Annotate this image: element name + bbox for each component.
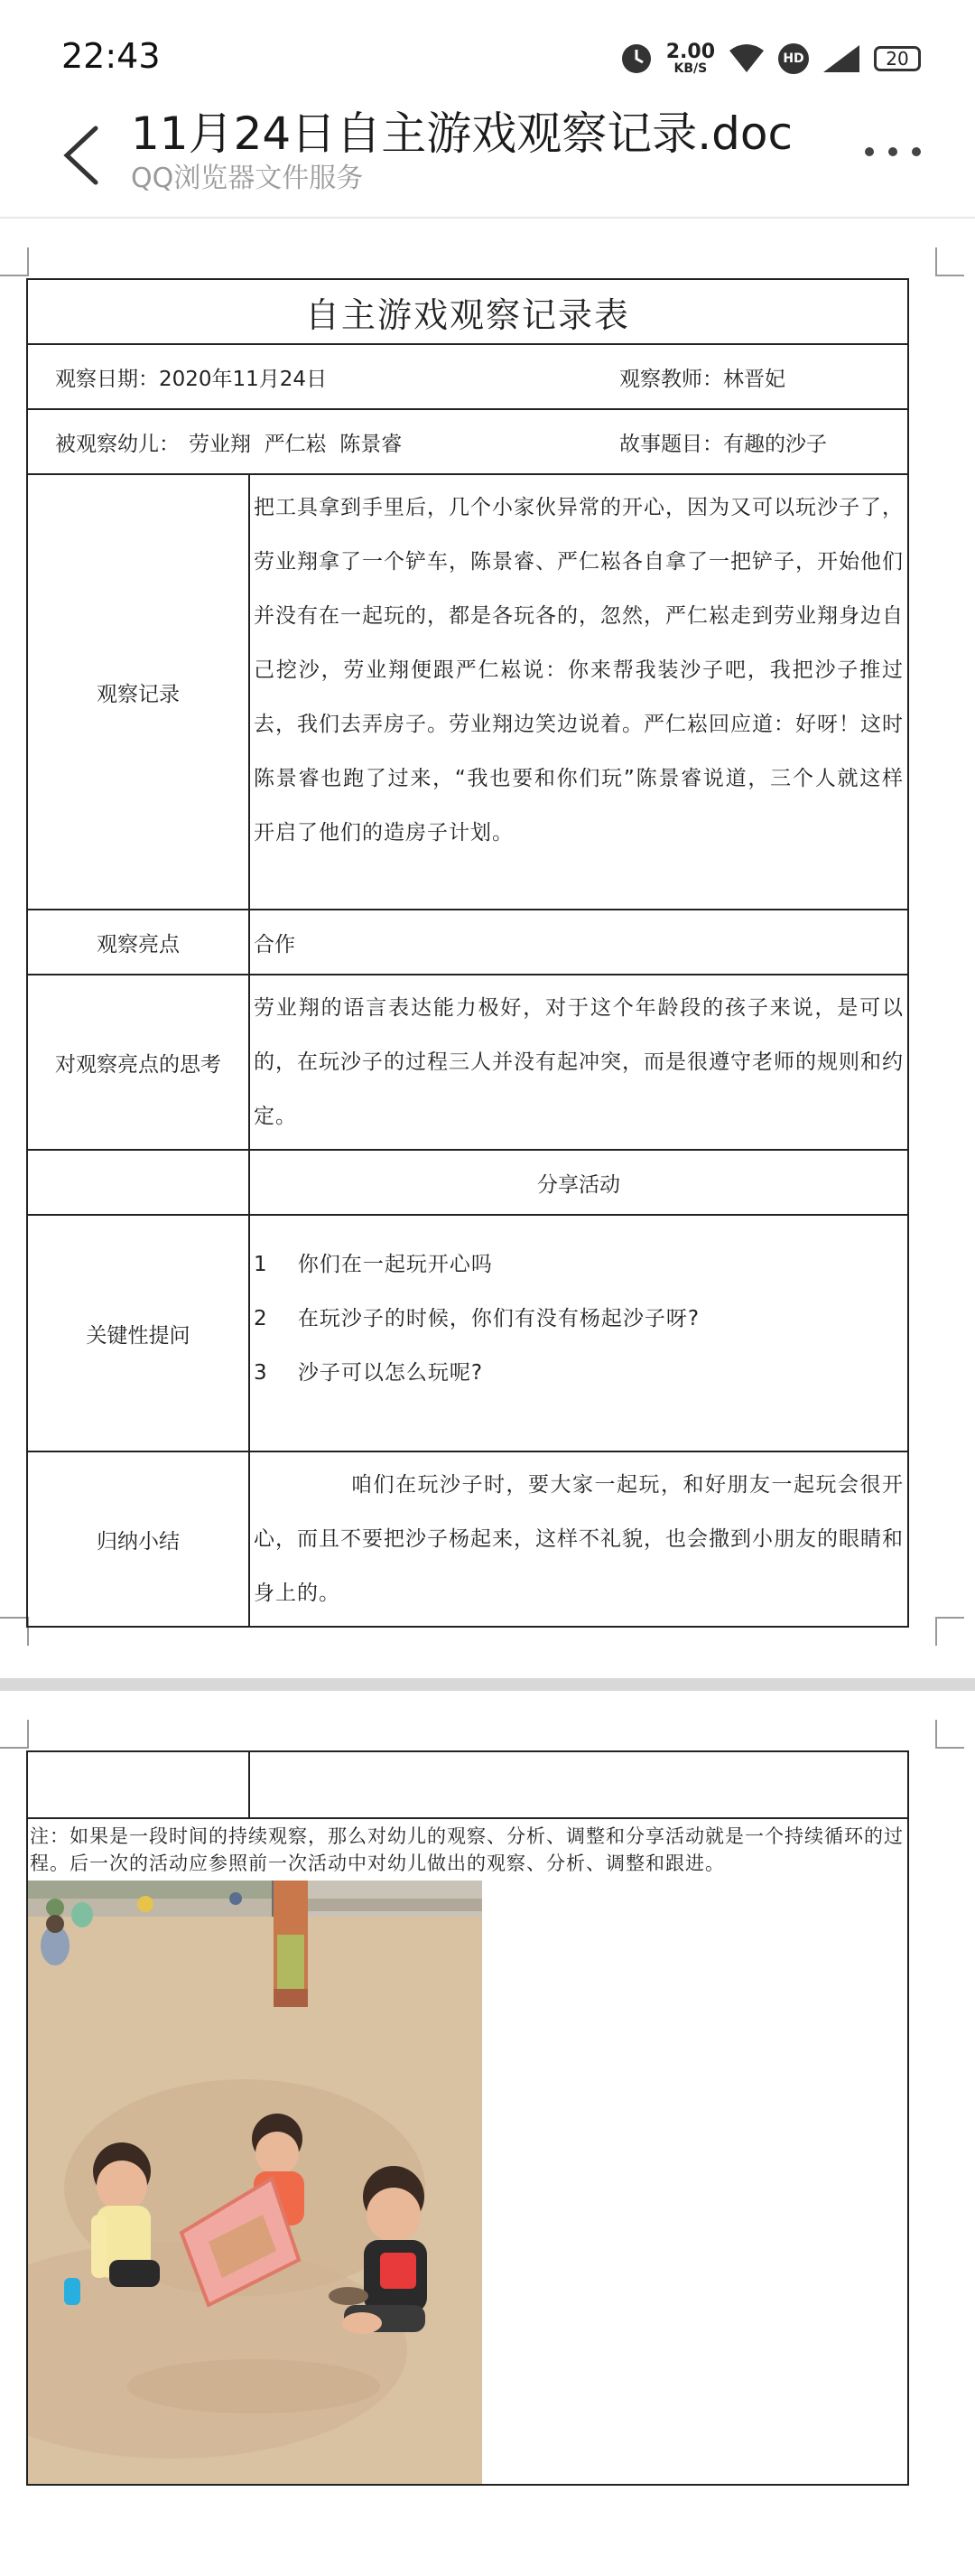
clock: 22:43 (61, 36, 161, 76)
hd-icon: HD (778, 43, 809, 74)
reflection-label: 对观察亮点的思考 (27, 975, 249, 1150)
child-row (27, 409, 908, 474)
status-bar (0, 0, 975, 90)
observation-table (26, 278, 909, 1628)
highlight-value: 合作 (249, 910, 908, 975)
sandpit-photo (28, 1881, 482, 2484)
status-icons (619, 36, 921, 81)
empty-cell (27, 1751, 249, 1818)
back-arrow-icon[interactable] (56, 125, 110, 186)
questions-label: 关键性提问 (27, 1215, 249, 1451)
topic-value: 有趣的沙子 (723, 432, 827, 456)
child-value: 劳业翔 严仁崧 陈景睿 (189, 432, 403, 456)
sandpit-photo-image (28, 1881, 482, 2484)
share-label: 分享活动 (249, 1150, 908, 1215)
network-speed: 2.00 KB/S (665, 41, 715, 76)
page-corner-mark (935, 1720, 964, 1749)
battery-icon: 20 (874, 46, 921, 71)
record-text: 把工具拿到手里后，几个小家伙异常的开心，因为又可以玩沙子了，劳业翔拿了一个铲车，陈景睿、严仁崧各自拿了一把铲子，开始他们并没有在一起玩的，都是各玩各的，忽然，严仁崧走到劳业翔身边自己挖沙，劳业翔便跟严仁崧说：你来帮我装沙子吧，我把沙子推过去，我们去弄房子。劳业翔边笑边说着。严仁崧回应道：好呀！这时陈景睿也跑了过来，“我也要和你们玩”陈景睿说道，三个人就这样开启了他们的造房子计划。 (249, 474, 908, 910)
wifi-icon (728, 43, 766, 74)
page-corner-mark (0, 1720, 29, 1749)
note-text: 注：如果是一段时间的持续观察，那么对幼儿的观察、分析、调整和分享活动就是一个持续循环的过程。后一次的活动应参照前一次活动中对幼儿做出的观察、分析、调整和跟进。 (30, 1825, 904, 1874)
share-empty-cell (27, 1150, 249, 1215)
document-page-2 (0, 1691, 975, 2576)
questions-list (249, 1215, 908, 1451)
date-label: 观察日期： (55, 367, 159, 391)
app-bar (0, 90, 975, 219)
continuation-table (26, 1750, 909, 2486)
reflection-text: 劳业翔的语言表达能力极好，对于这个年龄段的孩子来说，是可以的，在玩沙子的过程三人并没有起冲突，而是很遵守老师的规则和约定。 (249, 975, 908, 1150)
question-item: 1 你们在一起玩开心吗 (254, 1253, 493, 1276)
page-corner-mark (935, 1617, 964, 1646)
document-title: 11月24日自主游戏观察记录.doc (131, 107, 793, 160)
document-subtitle: QQ浏览器文件服务 (131, 163, 364, 194)
summary-label: 归纳小结 (27, 1451, 249, 1627)
page-corner-mark (0, 247, 29, 276)
highlight-label: 观察亮点 (27, 910, 249, 975)
document-page-1 (0, 219, 975, 1678)
teacher-value: 林晋妃 (723, 367, 785, 391)
question-item: 2 在玩沙子的时候，你们有没有杨起沙子呀? (254, 1307, 701, 1330)
more-options-icon[interactable] (865, 143, 928, 161)
record-label: 观察记录 (27, 474, 249, 910)
teacher-label: 观察教师： (619, 367, 723, 391)
topic-label: 故事题目： (619, 432, 723, 456)
question-item: 3 沙子可以怎么玩呢? (254, 1361, 484, 1385)
page-corner-mark (935, 247, 964, 276)
child-label: 被观察幼儿： (55, 432, 180, 456)
date-row (27, 344, 908, 409)
summary-text: 咱们在玩沙子时，要大家一起玩，和好朋友一起玩会很开心，而且不要把沙子杨起来，这样不礼貌，也会撒到小朋友的眼睛和身上的。 (249, 1451, 908, 1627)
empty-cell (249, 1751, 908, 1818)
alarm-icon (619, 42, 654, 76)
signal-icon (822, 43, 861, 74)
page-corner-mark (0, 1617, 29, 1646)
page-divider (0, 1678, 975, 1691)
date-value: 2020年11月24日 (159, 367, 328, 391)
note-cell (27, 1818, 908, 2485)
table-caption: 自主游戏观察记录表 (27, 279, 908, 344)
